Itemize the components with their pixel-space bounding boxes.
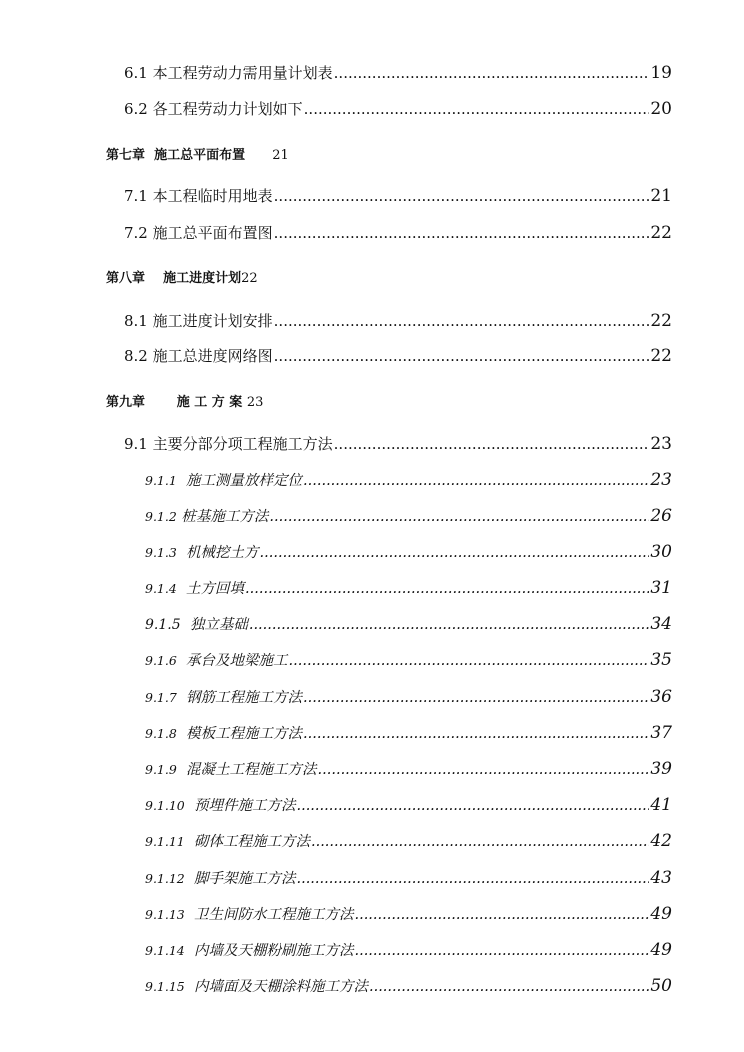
- toc-entry-9-1-8[interactable]: [145, 722, 672, 743]
- toc-entry-number: 9.1.1: [145, 473, 177, 488]
- toc-entry-6-2[interactable]: [124, 98, 672, 119]
- toc-entry-title: [124, 98, 303, 119]
- toc-entry-label: 土方回填: [186, 581, 245, 597]
- toc-page-number: 34: [650, 614, 672, 634]
- toc-entry-label: 独立基础: [189, 617, 248, 633]
- toc-entry-9-1-3[interactable]: [145, 541, 672, 562]
- chapter-title: 施工进度计划: [163, 271, 242, 286]
- chapter-label: 第九章: [106, 395, 146, 410]
- chapter-title: 施工总平面布置: [154, 148, 246, 163]
- toc-entry-title: [145, 867, 295, 888]
- dot-leader: [303, 690, 649, 706]
- toc-page-number: 43: [650, 868, 672, 888]
- toc-entry-title: [124, 433, 333, 454]
- toc-entry-9-1-10[interactable]: [145, 794, 672, 815]
- dot-leader: [303, 473, 649, 489]
- toc-entry-number: 9.1.11: [145, 834, 185, 849]
- toc-entry-9-1-14[interactable]: [145, 939, 672, 960]
- dot-leader: [274, 224, 650, 242]
- toc-page-number: 37: [650, 723, 672, 743]
- dot-leader: [354, 943, 649, 959]
- toc-entry-title: [124, 62, 333, 83]
- toc-entry-label: 脚手架施工方法: [193, 871, 296, 887]
- toc-entry-label: 卫生间防水工程施工方法: [193, 907, 354, 923]
- toc-entry-label: 内墙及天棚粉刷施工方法: [193, 943, 354, 959]
- toc-entry-title: [145, 794, 295, 815]
- toc-entry-title: [124, 185, 273, 206]
- chapter-page-number: 21: [272, 148, 289, 163]
- toc-page-number: 31: [650, 578, 672, 598]
- toc-entry-9-1-6[interactable]: [145, 649, 672, 670]
- toc-entry-9-1-9[interactable]: [145, 758, 672, 779]
- toc-page-number: 22: [650, 311, 672, 331]
- toc-entry-7-2[interactable]: [124, 222, 672, 243]
- toc-entry-title: [145, 975, 368, 996]
- toc-page-number: 22: [650, 346, 672, 366]
- toc-page-number: 50: [650, 976, 672, 996]
- dot-leader: [334, 64, 650, 82]
- toc-entry-number: 9.1.15: [145, 979, 185, 994]
- toc-entry-number: 9.1.14: [145, 943, 185, 958]
- toc-entry-label: 桩基施工方法: [181, 509, 269, 525]
- toc-entry-label: 施工测量放样定位: [186, 473, 303, 489]
- toc-entry-label: 各工程劳动力计划如下: [152, 100, 303, 118]
- toc-entry-number: 7.1: [124, 187, 148, 205]
- toc-entry-9-1-1[interactable]: [145, 469, 672, 490]
- toc-page-number: 49: [650, 940, 672, 960]
- toc-entry-number: 9.1.12: [145, 871, 185, 886]
- toc-entry-8-2[interactable]: [124, 345, 672, 366]
- toc-entry-number: 9.1.10: [145, 798, 185, 813]
- toc-entry-label: 钢筋工程施工方法: [186, 690, 303, 706]
- toc-entry-title: [124, 310, 273, 331]
- toc-entry-8-1[interactable]: [124, 310, 672, 331]
- toc-entry-number: 9.1.6: [145, 653, 177, 668]
- toc-entry-title: [145, 649, 288, 670]
- toc-entry-number: 9.1.9: [145, 762, 177, 777]
- toc-entry-title: [145, 577, 244, 598]
- toc-entry-number: 9.1: [124, 435, 148, 453]
- toc-page-number: 42: [650, 831, 672, 851]
- toc-page-number: 30: [650, 542, 672, 562]
- dot-leader: [289, 653, 650, 669]
- dot-leader: [274, 347, 650, 365]
- toc-entry-9-1-11[interactable]: [145, 830, 672, 851]
- chapter-page-number: 23: [246, 395, 264, 410]
- toc-entry-9-1-7[interactable]: [145, 686, 672, 707]
- dot-leader: [369, 979, 649, 995]
- toc-entry-9-1-5[interactable]: [145, 613, 672, 634]
- toc-page-number: 19: [650, 63, 672, 83]
- dot-leader: [274, 312, 650, 330]
- chapter-label: 第七章: [106, 148, 146, 163]
- toc-entry-title: [145, 830, 310, 851]
- toc-chapter-8[interactable]: [106, 267, 258, 286]
- dot-leader: [304, 100, 650, 118]
- toc-entry-title: [124, 222, 273, 243]
- toc-entry-label: 混凝土工程施工方法: [186, 762, 317, 778]
- toc-page-number: 35: [650, 650, 672, 670]
- toc-page-number: 20: [650, 99, 672, 119]
- toc-entry-9-1-13[interactable]: [145, 903, 672, 924]
- toc-entry-number: 9.1.7: [145, 690, 177, 705]
- toc-entry-title: [145, 758, 317, 779]
- toc-page-number: 41: [650, 795, 672, 815]
- toc-entry-number: 9.1.8: [145, 726, 177, 741]
- toc-entry-label: 本工程临时用地表: [152, 187, 273, 205]
- toc-page-number: 26: [650, 506, 672, 526]
- toc-entry-title: [145, 505, 268, 526]
- toc-entry-number: 8.2: [124, 347, 148, 365]
- dot-leader: [245, 581, 649, 597]
- dot-leader: [260, 545, 650, 561]
- toc-entry-number: 6.1: [124, 64, 148, 82]
- toc-entry-title: [145, 686, 302, 707]
- toc-entry-title: [145, 939, 353, 960]
- chapter-page-number: 22: [241, 271, 258, 286]
- dot-leader: [269, 509, 649, 525]
- dot-leader: [354, 907, 649, 923]
- toc-entry-9-1-15[interactable]: [145, 975, 672, 996]
- dot-leader: [311, 834, 649, 850]
- toc-entry-9-1-2[interactable]: [145, 505, 672, 526]
- toc-entry-label: 施工总进度网络图: [152, 347, 273, 365]
- toc-entry-label: 主要分部分项工程施工方法: [152, 435, 333, 453]
- toc-entry-label: 机械挖土方: [186, 545, 259, 561]
- toc-entry-number: 9.1.5: [145, 617, 181, 633]
- toc-entry-number: 6.2: [124, 100, 148, 118]
- dot-leader: [296, 871, 649, 887]
- toc-entry-title: [145, 613, 248, 634]
- toc-entry-9-1-12[interactable]: [145, 867, 672, 888]
- chapter-label: 第八章: [106, 271, 146, 286]
- toc-entry-label: 模板工程施工方法: [186, 726, 303, 742]
- toc-entry-9-1[interactable]: [124, 433, 672, 454]
- toc-page-number: 36: [650, 687, 672, 707]
- dot-leader: [249, 617, 650, 633]
- chapter-title: 施 工 方 案: [176, 395, 243, 410]
- toc-entry-title: [145, 469, 302, 490]
- toc-entry-label: 砌体工程施工方法: [193, 834, 310, 850]
- toc-entry-label: 施工总平面布置图: [152, 224, 273, 242]
- toc-entry-number: 9.1.13: [145, 907, 185, 922]
- toc-page-number: 23: [650, 470, 672, 490]
- toc-entry-6-1[interactable]: [124, 62, 672, 83]
- toc-page-number: 21: [650, 186, 672, 206]
- toc-chapter-7[interactable]: [106, 144, 289, 163]
- dot-leader: [334, 435, 650, 453]
- dot-leader: [318, 762, 650, 778]
- toc-entry-number: 7.2: [124, 224, 148, 242]
- toc-entry-title: [145, 903, 353, 924]
- toc-entry-label: 预埋件施工方法: [193, 798, 296, 814]
- toc-entry-label: 内墙面及天棚涂料施工方法: [193, 979, 368, 995]
- dot-leader: [274, 187, 650, 205]
- toc-entry-label: 承台及地梁施工: [186, 653, 288, 669]
- toc-entry-number: 8.1: [124, 312, 148, 330]
- toc-entry-number: 9.1.4: [145, 581, 177, 596]
- dot-leader: [296, 798, 649, 814]
- toc-chapter-9[interactable]: [106, 391, 263, 410]
- toc-entry-label: 本工程劳动力需用量计划表: [152, 64, 333, 82]
- dot-leader: [303, 726, 649, 742]
- toc-entry-title: [124, 345, 273, 366]
- toc-entry-label: 施工进度计划安排: [152, 312, 273, 330]
- toc-page-number: 39: [650, 759, 672, 779]
- toc-entry-title: [145, 541, 259, 562]
- toc-entry-number: 9.1.3: [145, 545, 177, 560]
- toc-page-number: 23: [650, 434, 672, 454]
- toc-entry-number: 9.1.2: [145, 509, 177, 524]
- toc-entry-9-1-4[interactable]: [145, 577, 672, 598]
- toc-page-number: 49: [650, 904, 672, 924]
- toc-page-number: 22: [650, 223, 672, 243]
- toc-entry-title: [145, 722, 302, 743]
- toc-entry-7-1[interactable]: [124, 185, 672, 206]
